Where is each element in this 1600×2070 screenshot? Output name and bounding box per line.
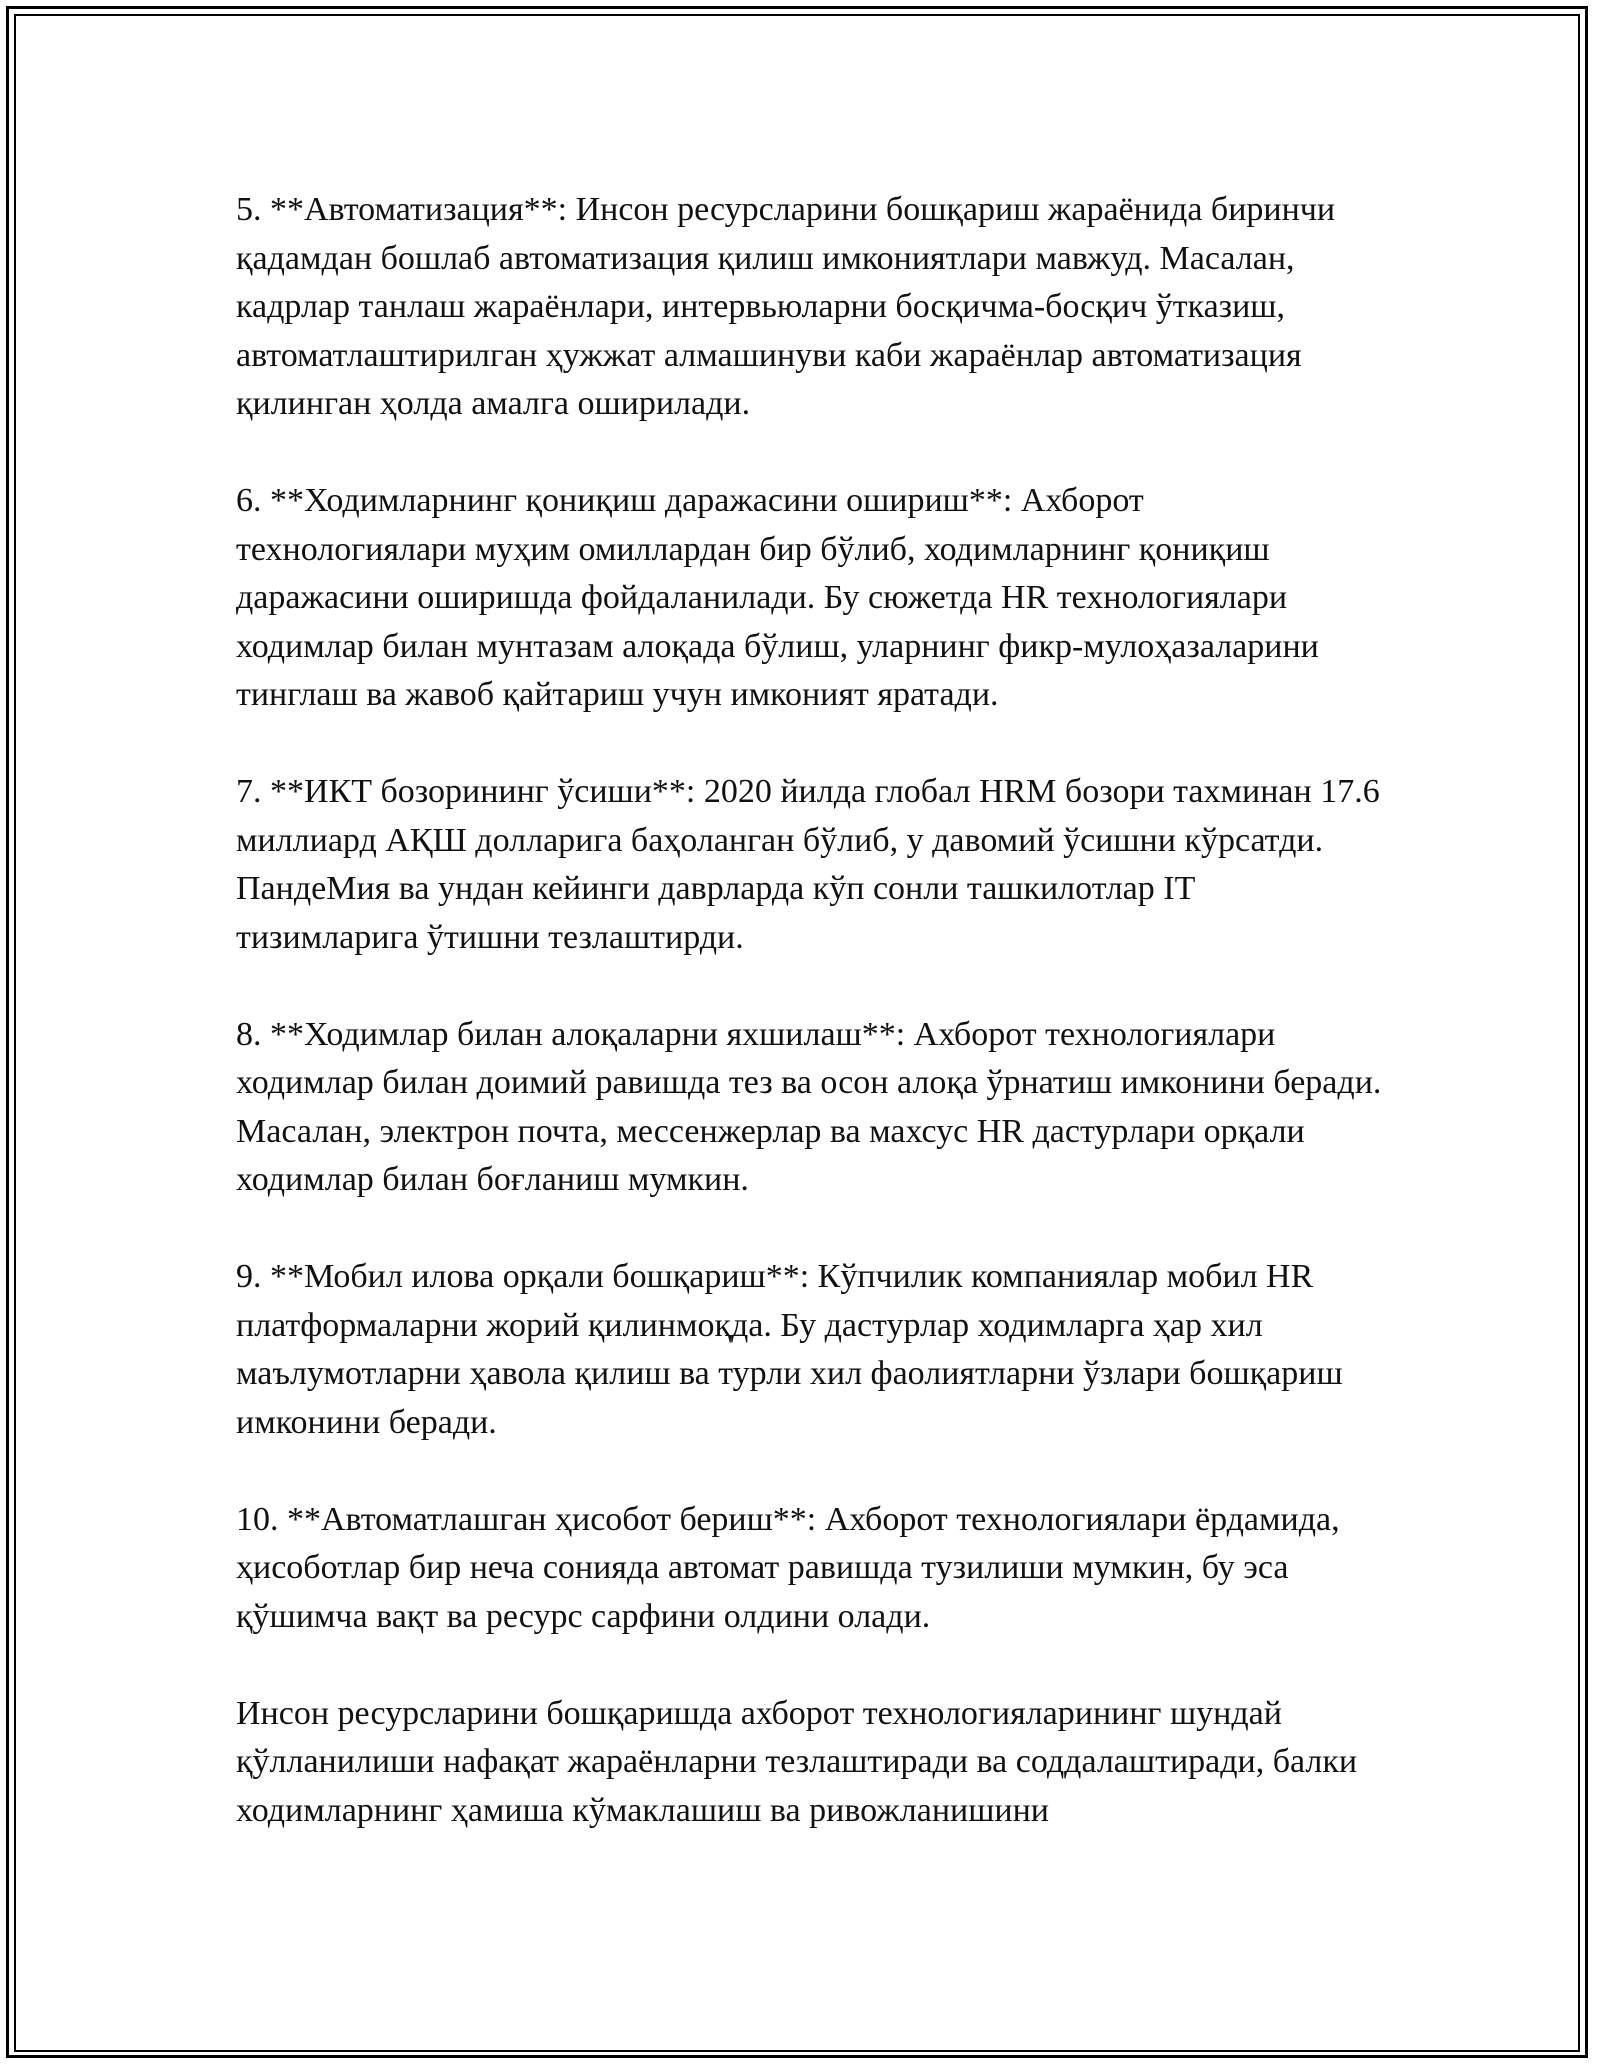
document-body bbox=[236, 186, 1382, 1835]
paragraph-automated-reporting: 10. **Автоматлашган ҳисобот бериш**: Ахборот технологиялари ёрдамида, ҳисоботлар бир неча сонияда автомат равишда тузилиши мумкин, бу эса қўшимча вақт ва ресурс сарфини олдини олади. bbox=[236, 1500, 1340, 1635]
paragraph-employee-communication: 8. **Ходимлар билан алоқаларни яхшилаш**: Ахборот технологиялари ходимлар билан доимий равишда тез ва осон алоқа ўрнатиш имконини беради. Масалан, электрон почта, мессенжерлар ва махсус HR дастурлари орқали ходимлар билан боғланиш мумкин. bbox=[236, 1015, 1382, 1198]
paragraph-automation: 5. **Автоматизация**: Инсон ресурсларини бошқариш жараёнида биринчи қадамдан бошлаб автоматизация қилиш имкониятлари мавжуд. Масалан, кадрлар танлаш жараёнлари, интервьюларни босқичма-босқич ўтказиш, автоматлаштирилган ҳужжат алмашинуви каби жараёнлар автоматизация қилинган ҳолда амалга оширилади. bbox=[236, 191, 1336, 422]
paragraph-employee-satisfaction: 6. **Ходимларнинг қониқиш даражасини ошириш**: Ахборот технологиялари муҳим омиллардан бир бўлиб, ходимларнинг қониқиш даражасини оширишда фойдаланилади. Бу сюжетда HR технологиялари ходимлар билан мунтазам алоқада бўлиш, уларнинг фикр-мулоҳазаларини тинглаш ва жавоб қайтариш учун имконият яратади. bbox=[236, 482, 1319, 713]
paragraph-conclusion: Инсон ресурсларини бошқаришда ахборот технологияларининг шундай қўлланилиши нафақат жараёнларни тезлаштиради ва соддалаштиради, балки ходимларнинг ҳамиша кўмаклашиш ва ривожланишини bbox=[236, 1694, 1358, 1829]
paragraph-mobile-management: 9. **Мобил илова орқали бошқариш**: Кўпчилик компаниялар мобил HR платформаларни жорий қилинмоқда. Бу дастурлар ходимларга ҳар хил маълумотларни ҳавола қилиш ва турли хил фаолиятларни ўзлари бошқариш имконини беради. bbox=[236, 1258, 1343, 1441]
paragraph-ict-market-growth: 7. **ИКТ бозорининг ўсиши**: 2020 йилда глобал HRM бозори тахминан 17.6 миллиард АҚШ долларига баҳоланган бўлиб, у давомий ўсишни кўрсатди. ПандеМия ва ундан кейинги даврларда кўп сонли ташкилотлар IT тизимларига ўтишни тезлаштирди. bbox=[236, 773, 1380, 956]
